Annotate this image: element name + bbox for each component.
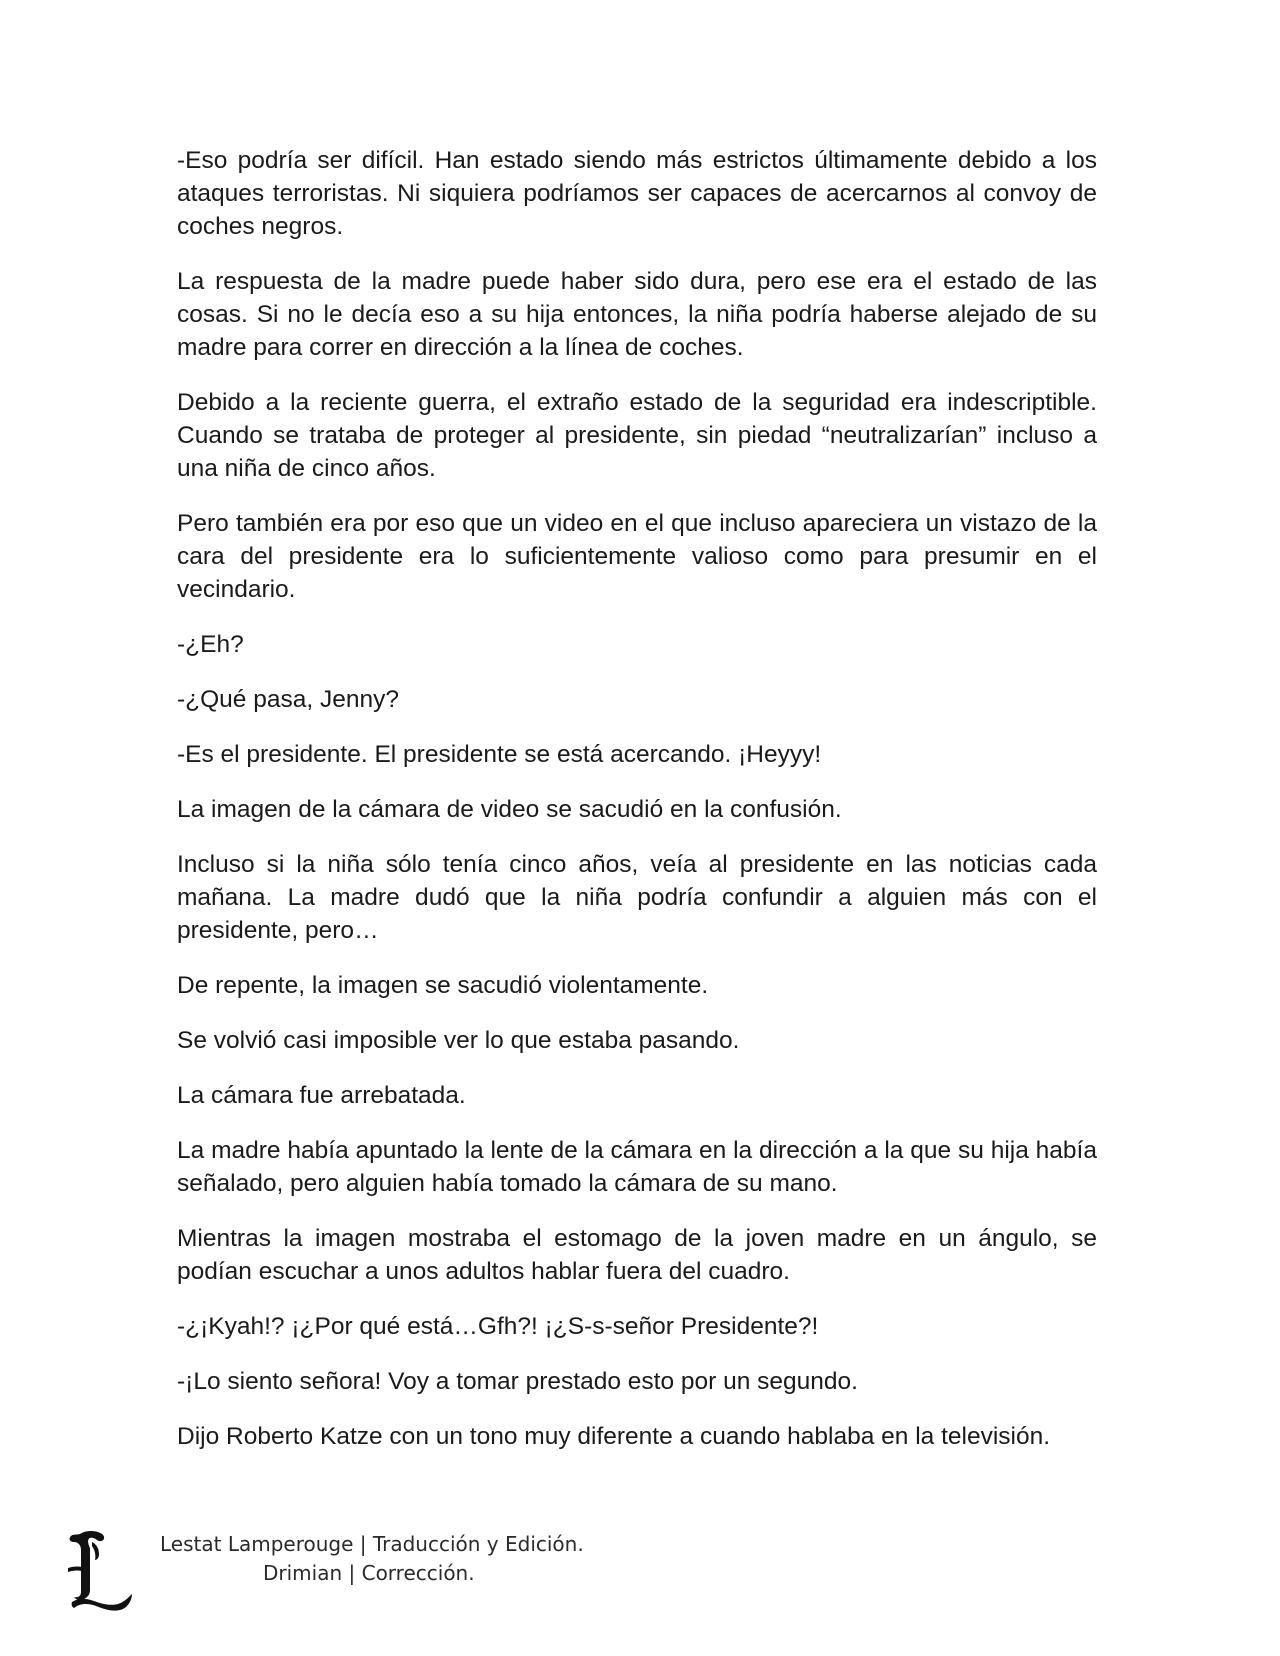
paragraph: Dijo Roberto Katze con un tono muy diferente a cuando hablaba en la televisión.	[177, 1423, 1051, 1450]
proofreader-credit: Drimian | Corrección.	[263, 1561, 475, 1585]
paragraph: -¡Lo siento señora! Voy a tomar prestado esto por un segundo.	[177, 1368, 858, 1395]
paragraph: Pero también era por eso que un video en el que incluso apareciera un vistazo de la cara del presidente era lo suficientemente valioso como para presumir en el vecindario.	[177, 510, 1097, 603]
translator-credit: Lestat Lamperouge | Traducción y Edición.	[160, 1532, 584, 1556]
paragraph: La cámara fue arrebatada.	[177, 1082, 466, 1109]
document-body	[177, 144, 1097, 1475]
paragraph: La imagen de la cámara de video se sacudió en la confusión.	[177, 796, 842, 823]
paragraph: Mientras la imagen mostraba el estomago de la joven madre en un ángulo, se podían escuchar a unos adultos hablar fuera del cuadro.	[177, 1225, 1097, 1285]
page-footer	[60, 1528, 760, 1618]
paragraph: La respuesta de la madre puede haber sido dura, pero ese era el estado de las cosas. Si no le decía eso a su hija entonces, la niña podría haberse alejado de su madre para correr en dirección a la línea de coches.	[177, 268, 1097, 361]
paragraph: Incluso si la niña sólo tenía cinco años, veía al presidente en las noticias cada mañana. La madre dudó que la niña podría confundir a alguien más con el presidente, pero…	[177, 851, 1097, 944]
paragraph: Debido a la reciente guerra, el extraño estado de la seguridad era indescriptible. Cuando se trataba de proteger al presidente, sin piedad “neutralizarían” incluso a una niña de cinco años.	[177, 389, 1097, 482]
gothic-letter-l-logo-icon	[66, 1528, 136, 1612]
paragraph: Se volvió casi imposible ver lo que estaba pasando.	[177, 1027, 740, 1054]
paragraph: La madre había apuntado la lente de la cámara en la dirección a la que su hija había señalado, pero alguien había tomado la cámara de su mano.	[177, 1137, 1097, 1197]
paragraph: -¿Eh?	[177, 631, 244, 658]
paragraph: -¿¡Kyah!? ¡¿Por qué está…Gfh?! ¡¿S-s-señor Presidente?!	[177, 1313, 819, 1340]
paragraph: De repente, la imagen se sacudió violentamente.	[177, 972, 709, 999]
paragraph: -¿Qué pasa, Jenny?	[177, 686, 399, 713]
credits-block	[160, 1530, 584, 1588]
paragraph: -Eso podría ser difícil. Han estado siendo más estrictos últimamente debido a los ataques terroristas. Ni siquiera podríamos ser capaces de acercarnos al convoy de coches negros.	[177, 147, 1097, 240]
paragraph: -Es el presidente. El presidente se está acercando. ¡Heyyy!	[177, 741, 822, 768]
